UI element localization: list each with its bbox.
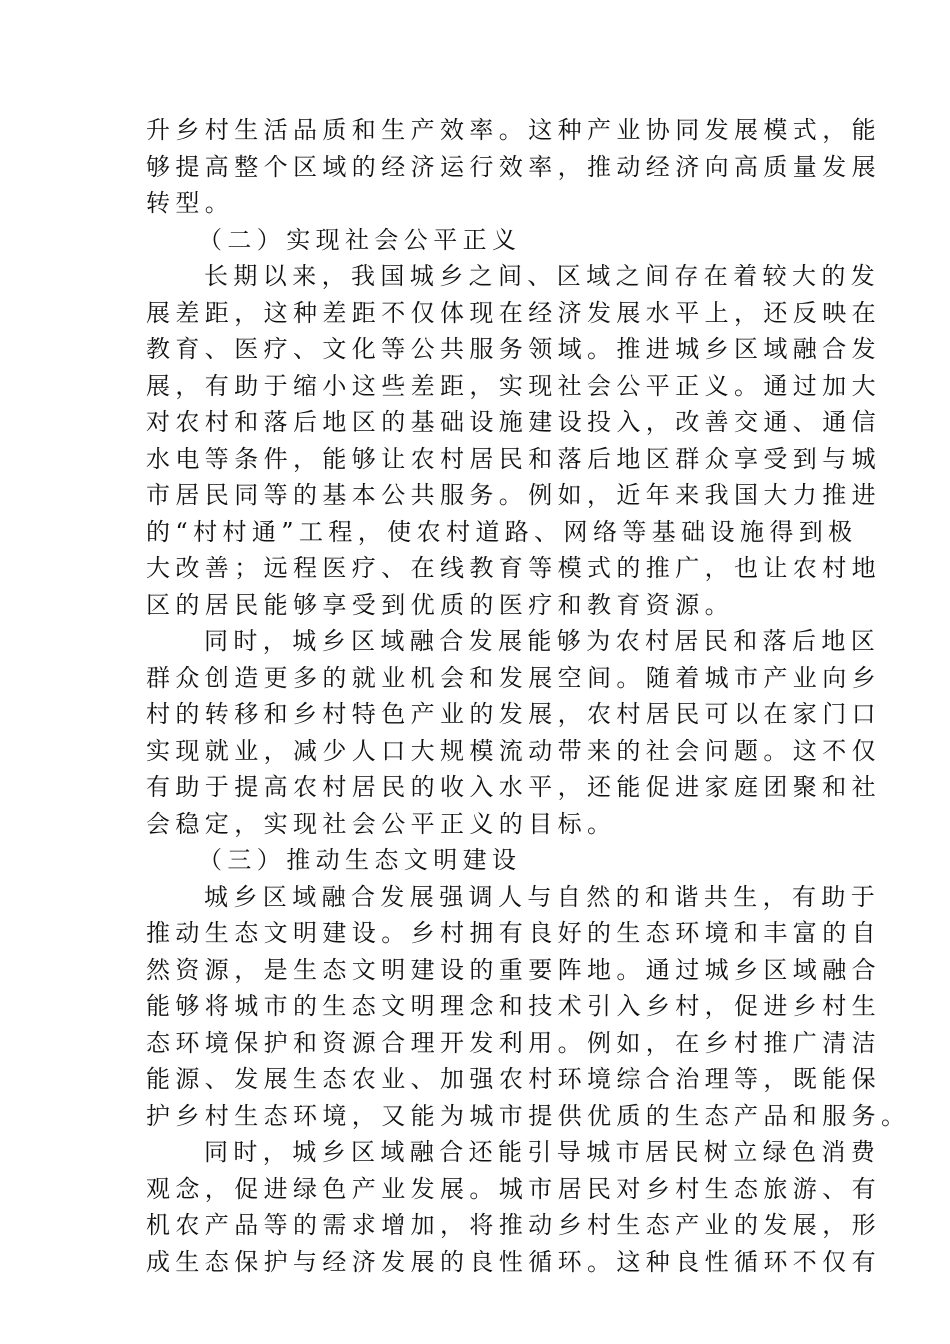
body-line: 村的转移和乡村特色产业的发展，农村居民可以在家门口 xyxy=(146,700,881,728)
body-line: 水电等条件，能够让农村居民和落后地区群众享受到与城 xyxy=(146,444,881,473)
body-line: 实现就业，减少人口大规模流动带来的社会问题。这不仅 xyxy=(146,736,881,765)
paragraph-first-line: 长期以来，我国城乡之间、区域之间存在着较大的发 xyxy=(204,262,881,290)
body-line: 展差距，这种差距不仅体现在经济发展水平上，还反映在 xyxy=(146,298,881,327)
paragraph-first-line: 同时，城乡区域融合还能引导城市居民树立绿色消费 xyxy=(204,1138,881,1166)
body-line: 转型。 xyxy=(146,189,235,217)
body-line: 教育、医疗、文化等公共服务领域。推进城乡区域融合发 xyxy=(146,335,881,363)
paragraph-first-line: 城乡区域融合发展强调人与自然的和谐共生，有助于 xyxy=(204,882,881,911)
body-line: 市居民同等的基本公共服务。例如，近年来我国大力推进 xyxy=(146,481,881,509)
body-line: 护乡村生态环境，又能为城市提供优质的生态产品和服务。 xyxy=(146,1101,911,1130)
body-line: 升乡村生活品质和生产效率。这种产业协同发展模式，能 xyxy=(146,116,881,144)
section-heading: （三）推动生态文明建设 xyxy=(198,846,522,874)
body-line: 机农产品等的需求增加，将推动乡村生态产业的发展，形 xyxy=(146,1211,881,1239)
section-heading: （二）实现社会公平正义 xyxy=(198,225,522,254)
body-line: 能够将城市的生态文明理念和技术引入乡村，促进乡村生 xyxy=(146,992,881,1020)
body-line: 有助于提高农村居民的收入水平，还能促进家庭团聚和社 xyxy=(146,773,881,801)
body-line: 能源、发展生态农业、加强农村环境综合治理等，既能保 xyxy=(146,1065,881,1093)
body-line: 然资源，是生态文明建设的重要阵地。通过城乡区域融合 xyxy=(146,955,881,984)
body-line: 群众创造更多的就业机会和发展空间。随着城市产业向乡 xyxy=(146,663,881,692)
paragraph-first-line: 同时，城乡区域融合发展能够为农村居民和落后地区 xyxy=(204,627,881,655)
body-line: 推动生态文明建设。乡村拥有良好的生态环境和丰富的自 xyxy=(146,919,881,947)
body-line: 对农村和落后地区的基础设施建设投入，改善交通、通信 xyxy=(146,408,881,436)
document-body xyxy=(146,112,911,1280)
body-line: 态环境保护和资源合理开发利用。例如，在乡村推广清洁 xyxy=(146,1028,881,1057)
body-line: 够提高整个区域的经济运行效率，推动经济向高质量发展 xyxy=(146,152,881,181)
body-line: 观念，促进绿色产业发展。城市居民对乡村生态旅游、有 xyxy=(146,1174,881,1203)
body-line: 展，有助于缩小这些差距，实现社会公平正义。通过加大 xyxy=(146,371,881,400)
body-line: 会稳定，实现社会公平正义的目标。 xyxy=(146,809,617,838)
body-line: 大改善；远程医疗、在线教育等模式的推广，也让农村地 xyxy=(146,554,881,582)
body-line: 成生态保护与经济发展的良性循环。这种良性循环不仅有 xyxy=(146,1247,881,1276)
body-line: 的“村村通”工程，使农村道路、网络等基础设施得到极 xyxy=(146,517,858,546)
body-line: 区的居民能够享受到优质的医疗和教育资源。 xyxy=(146,590,734,619)
